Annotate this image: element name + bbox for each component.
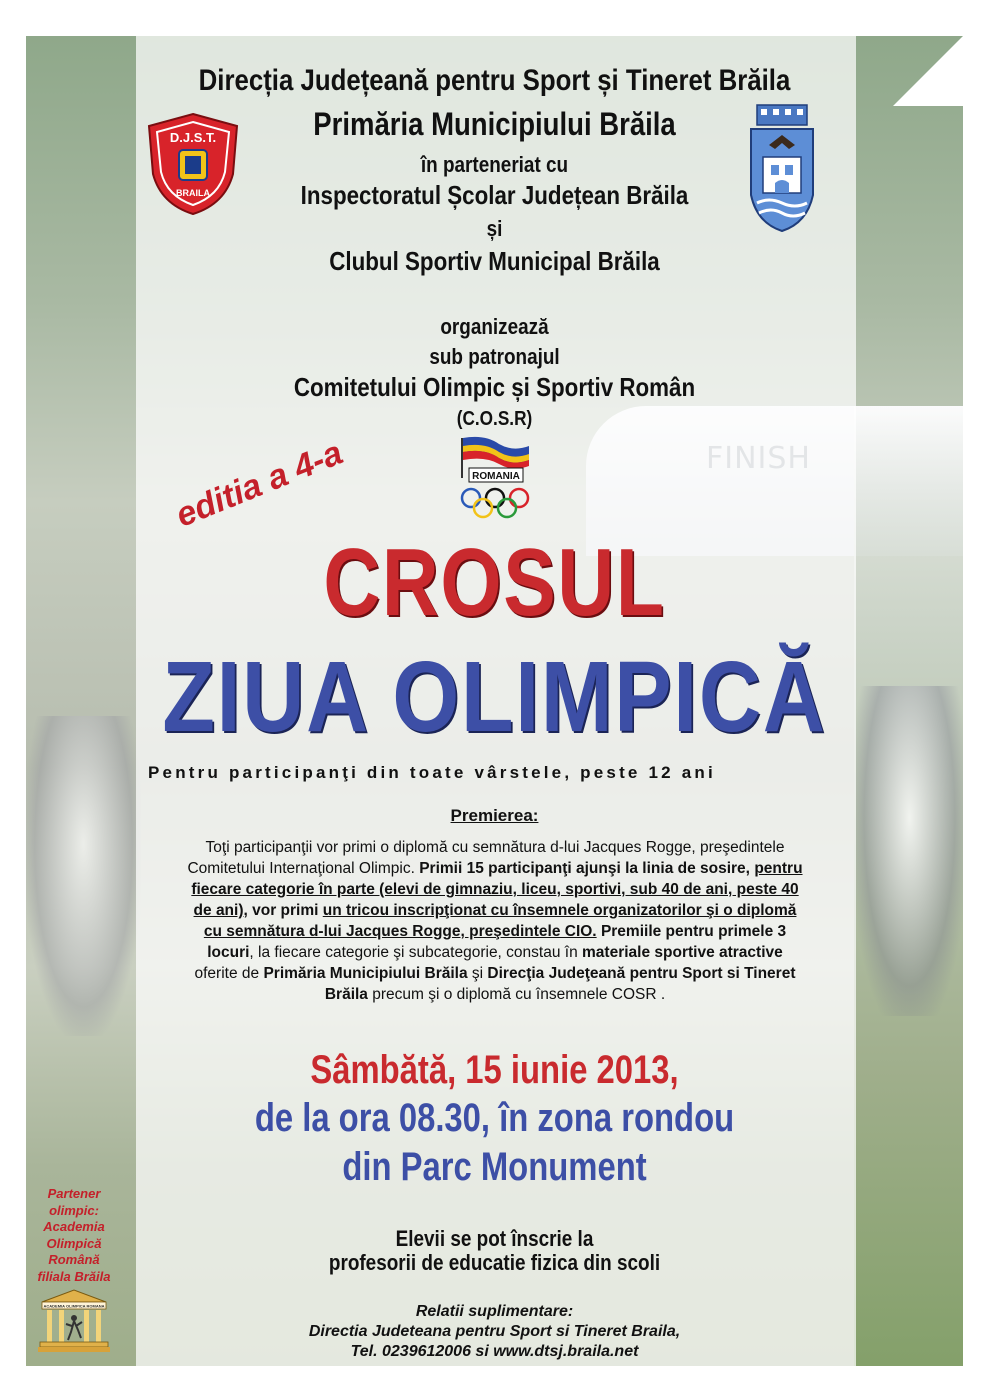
registration-line1: Elevii se pot înscrie la — [395, 1226, 594, 1251]
header-line-isj: Inspectoratul Școlar Județean Brăila — [300, 180, 689, 210]
prizes-text-djst: Direcţia Judeţeană pentru Sport si Tineret Brăila — [324, 965, 796, 1003]
prizes-text-materials: materiale sportive atractive — [582, 944, 783, 961]
prizes-text — [184, 837, 806, 1005]
prizes-text-categories: pentru fiecare categorie în parte (elevi de gimnaziu, liceu, sportivi, sub 40 de ani, peste 40 de ani) — [191, 860, 803, 919]
header-line-cosr-abbr: (C.O.S.R) — [456, 408, 533, 430]
prizes-text-each-category: , la fiecare categorie şi subcategorie, constau în — [249, 944, 578, 961]
event-title-crosul: CROSUL — [323, 529, 666, 636]
djst-logo-text: D.J.S.T. — [169, 130, 217, 145]
event-subtitle: Pentru participanţi din toate vârstele, peste 12 ani — [148, 763, 716, 782]
prizes-text-offered-by: oferite de — [194, 965, 260, 982]
header-line-djst: Direcția Județeană pentru Sport și Tineret Brăila — [198, 64, 791, 97]
cosr-logo — [455, 434, 535, 524]
registration-line2: profesorii de educatie fizica din scoli — [328, 1250, 661, 1275]
prizes-text-and: şi — [471, 965, 484, 982]
academia-olimpica-logo — [38, 1288, 110, 1352]
header-line-organizes: organizează — [440, 314, 549, 339]
prizes-text-cosr-diploma: precum şi o diplomă cu însemnele COSR . — [372, 986, 666, 1003]
header-line-csm: Clubul Sportiv Municipal Brăila — [329, 246, 660, 276]
cosr-logo-text: ROMANIA — [472, 471, 520, 482]
contact-phone-web: Tel. 0239612006 si www.dtsj.braila.net — [350, 1343, 639, 1360]
event-date: Sâmbătă, 15 iunie 2013, — [310, 1048, 679, 1092]
prizes-text-first15: Primii 15 participanţi ajunşi la linia de sosire, — [419, 860, 750, 877]
contact-heading: Relatii suplimentare: — [415, 1303, 574, 1320]
header-line-partnership: în parteneriat cu — [420, 152, 569, 177]
academia-logo-text: ACADEMIA OLIMPICA ROMANA — [43, 1303, 105, 1309]
runners-left-image — [26, 716, 141, 1036]
prizes-text-diploma: Toţi participanţii vor primi o diplomă cu semnătura d-lui Jacques Rogge, preşedintele Comitetului Internaţional Olimpic. — [187, 839, 785, 877]
prizes-text-primaria: Primăria Municipiului Brăila — [263, 965, 468, 982]
header-line-cosr: Comitetului Olimpic și Sportiv Român — [293, 372, 696, 402]
djst-logo-city: BRAILA — [176, 188, 210, 198]
header-line-primaria: Primăria Municipiului Brăila — [313, 106, 676, 142]
olympic-partner-name: Academia Olimpică Română filiala Brăila — [37, 1219, 111, 1284]
prizes-text-tshirt: un tricou inscripţionat cu însemnele organizatorilor şi o diplomă cu semnătura d-lui Jacques Rogge, preşedintele CIO. — [203, 902, 797, 940]
olympic-partner — [34, 1186, 114, 1285]
contact-org: Directia Judeteana pentru Sport si Tineret Braila, — [308, 1323, 681, 1340]
prizes-heading: Premierea: — [450, 806, 539, 825]
olympic-partner-label: Partener olimpic: — [47, 1186, 101, 1218]
event-title-ziua-olimpica: ZIUA OLIMPICĂ — [162, 641, 827, 753]
event-time-place: de la ora 08.30, în zona rondou — [254, 1096, 735, 1140]
prizes-text-top3: Premiile pentru primele 3 locuri — [207, 923, 787, 961]
header-line-and: și — [486, 216, 503, 241]
edition-label: editia a 4-a — [170, 433, 348, 535]
header-line-patronage: sub patronajul — [429, 344, 560, 369]
prizes-text-will-receive: , vor primi — [243, 902, 319, 919]
event-park: din Parc Monument — [342, 1145, 647, 1189]
